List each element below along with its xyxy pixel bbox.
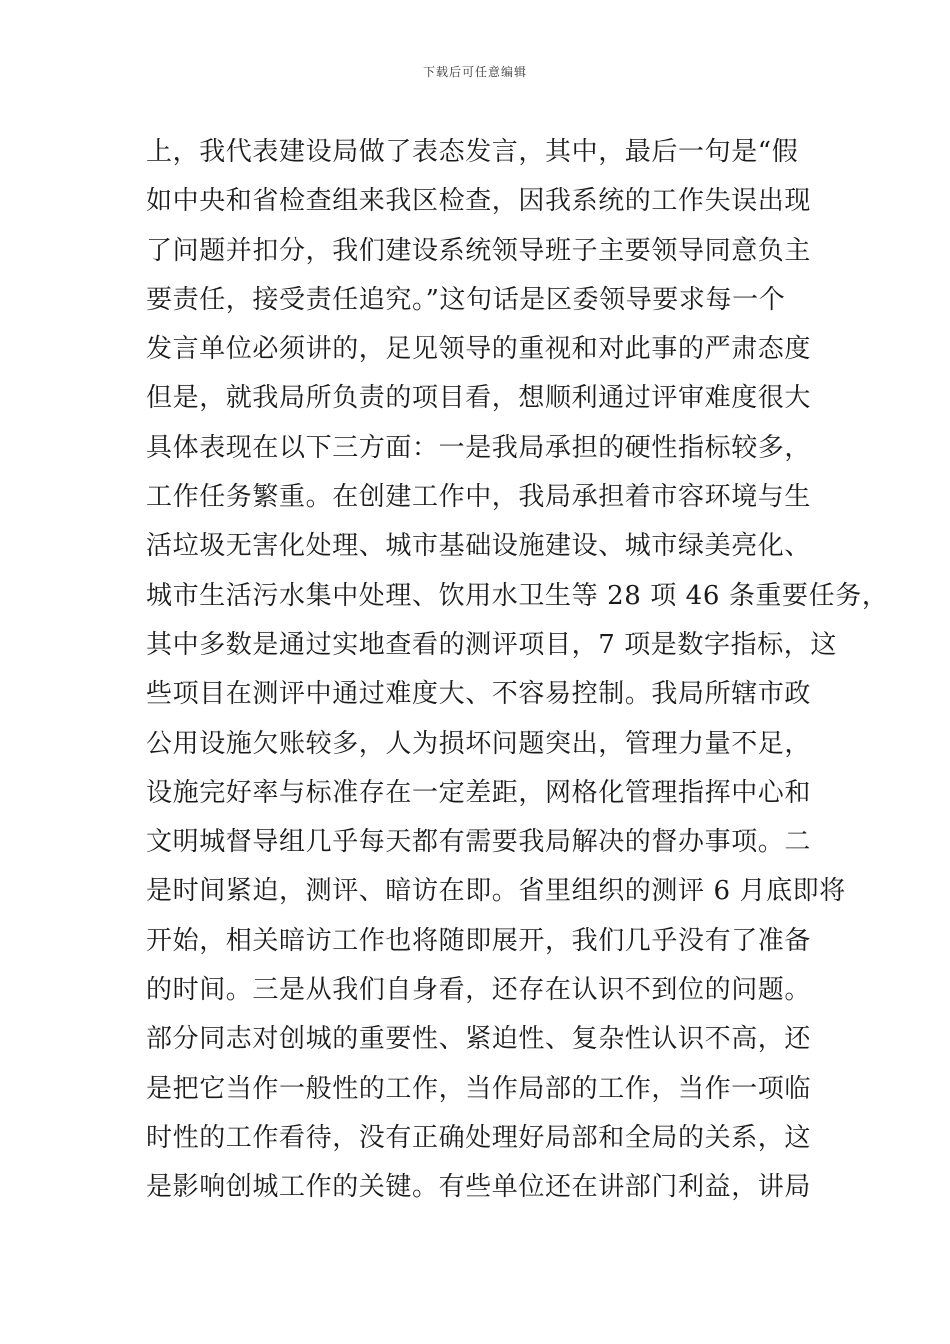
text-line: 时性的工作看待，没有正确处理好局部和全局的关系，这 xyxy=(146,1122,812,1153)
text-line: 些项目在测评中通过难度大、不容易控制。我局所辖市政 xyxy=(146,679,812,710)
document-body xyxy=(146,128,889,1213)
text-line: 但是，就我局所负责的项目看，想顺利通过评审难度很大 xyxy=(146,383,812,414)
text-line: 具体表现在以下三方面：一是我局承担的硬性指标较多， xyxy=(146,432,812,463)
text-line: 是时间紧迫，测评、暗访在即。省里组织的测评 6 月底即将 xyxy=(146,876,846,907)
text-line: 其中多数是通过实地查看的测评项目，7 项是数字指标，这 xyxy=(146,629,838,660)
text-line: 文明城督导组几乎每天都有需要我局解决的督办事项。二 xyxy=(146,827,812,858)
text-line: 如中央和省检查组来我区检查，因我系统的工作失误出现 xyxy=(146,186,812,217)
text-line: 发言单位必须讲的，足见领导的重视和对此事的严肃态度 xyxy=(146,334,812,365)
text-line: 开始，相关暗访工作也将随即展开，我们几乎没有了准备 xyxy=(146,925,812,956)
text-line: 部分同志对创城的重要性、紧迫性、复杂性认识不高，还 xyxy=(146,1024,812,1055)
text-line: 要责任，接受责任追究。”这句话是区委领导要求每一个 xyxy=(146,284,786,315)
text-line: 城市生活污水集中处理、饮用水卫生等 28 项 46 条重要任务， xyxy=(146,580,889,611)
text-line: 是影响创城工作的关键。有些单位还在讲部门利益，讲局 xyxy=(146,1172,812,1203)
text-line: 了问题并扣分，我们建设系统领导班子主要领导同意负主 xyxy=(146,235,812,266)
text-line: 公用设施欠账较多，人为损坏问题突出，管理力量不足， xyxy=(146,728,812,759)
text-line: 活垃圾无害化处理、城市基础设施建设、城市绿美亮化、 xyxy=(146,531,812,562)
text-line: 是把它当作一般性的工作，当作局部的工作，当作一项临 xyxy=(146,1073,812,1104)
page-header: 下载后可任意编辑 xyxy=(422,65,527,79)
text-line: 上，我代表建设局做了表态发言，其中，最后一句是“假 xyxy=(146,137,799,167)
text-line: 设施完好率与标准存在一定差距，网格化管理指挥中心和 xyxy=(146,777,812,808)
text-line: 的时间。三是从我们自身看，还存在认识不到位的问题。 xyxy=(146,975,812,1006)
text-line: 工作任务繁重。在创建工作中，我局承担着市容环境与生 xyxy=(146,482,812,513)
